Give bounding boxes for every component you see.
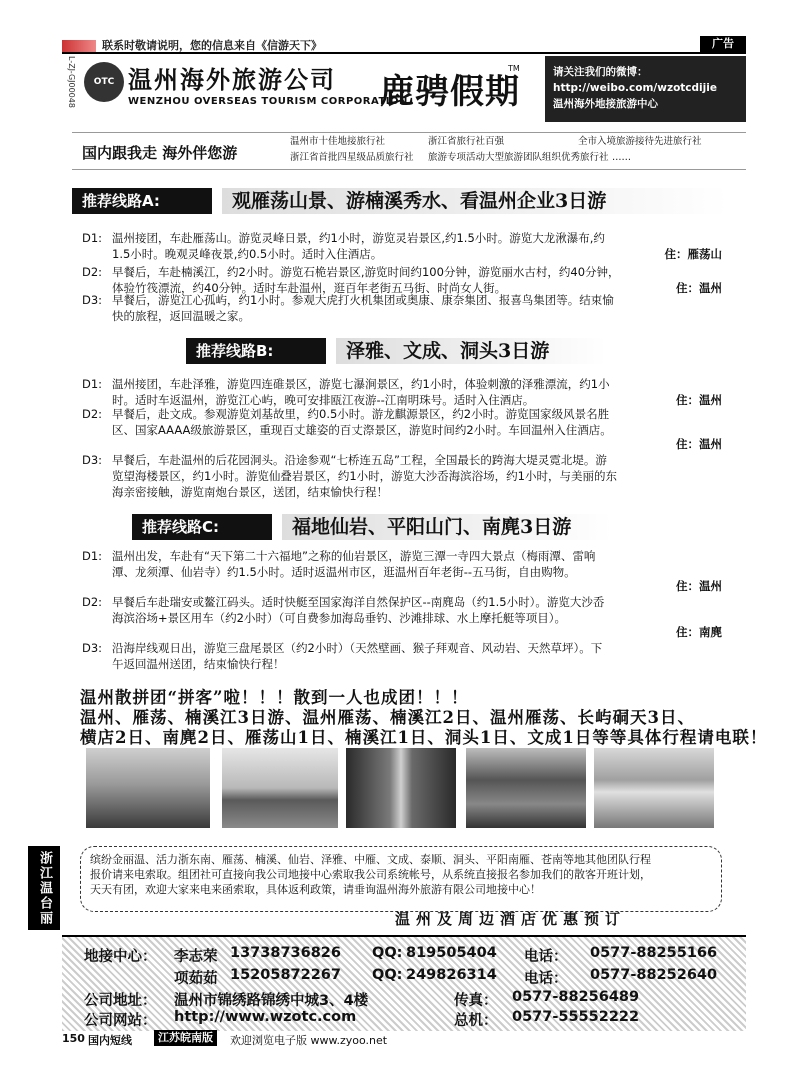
scenery-photo-river	[466, 748, 586, 828]
route-b-day: D1: 温州接团，车赴泽雅，游览四连碓景区，游览七瀑涧景区，约1小时，体验刺激的泽雅漂流，约1小 时。适时车返温州，游览江心屿，晚可安排瓯江夜游--江南明珠号。适时入住酒店。 住：温州	[82, 377, 722, 407]
route-tag: 推荐线路C:	[132, 514, 272, 540]
company-cn-name: 温州海外旅游公司	[128, 65, 336, 94]
honor-item: ……	[612, 152, 631, 163]
section-name: 国内短线	[88, 1034, 132, 1047]
fax-label: 传真：	[454, 993, 498, 1009]
route-title: 福地仙岩、平阳山门、南麂3日游	[282, 514, 612, 540]
slogan: 国内跟我走 海外伴您游	[82, 144, 238, 162]
scenery-photo-waterfall	[346, 748, 456, 828]
magazine-logo-icon	[62, 40, 96, 52]
contact-block	[62, 935, 746, 1031]
edition-label: 江苏皖南版	[154, 1030, 217, 1046]
honor-item: 浙江省旅行社百强	[428, 136, 505, 147]
license-number: L-ZJ-GJ00048	[67, 56, 76, 108]
promo-line: 温州散拼团“拼客”啦！！！散到一人也成团！！！	[80, 688, 469, 707]
route-b-header	[186, 338, 606, 364]
company-logo: OTC	[84, 62, 124, 102]
route-tag: 推荐线路B:	[186, 338, 326, 364]
route-a-day: D2: 早餐后，车赴楠溪江，约2小时。游览石桅岩景区,游览时间约100分钟，游览丽水古村，约40分钟， 体验竹筏漂流，约40分钟。适时车赴温州，逛百年老街五马街、时尚女人街。 住：温州	[82, 265, 722, 295]
tel-label: 电话：	[524, 949, 568, 965]
contact-name: 项茹茹	[174, 971, 218, 987]
region-side-tab: 浙江温台丽	[28, 846, 60, 930]
company-en-name: WENZHOU OVERSEAS TOURISM CORPORATION	[128, 96, 408, 107]
divider	[62, 52, 746, 54]
route-c-day: D2: 早餐后车赴瑞安或鳌江码头。适时快艇至国家海洋自然保护区--南麂岛（约1.5小时）。游览大沙岙 海滨浴场+景区用车（约2小时）（可自费参加海岛垂钓、沙滩排球、水上摩托艇等项目）。 住：南麂	[82, 595, 722, 639]
weibo-line3: 温州海外地接旅游中心	[553, 98, 658, 110]
promo-line: 横店2日、南麂2日、雁荡山1日、楠溪江1日、洞头1日、文成1日等等具体行程请电联！	[80, 728, 768, 747]
website-link[interactable]: http://www.wzotc.com	[174, 1009, 357, 1025]
agency-note: 缤纷金丽温、活力浙东南、雁荡、楠溪、仙岩、泽雅、中雁、文成、泰顺、洞头、平阳南雁、苍南等地其他团队行程 报价请来电索取。组团社可直接向我公司地接中心索取我公司系统帐号，从系统直接报名参加我们的散客开班计划， 天天有团，欢迎大家来电来函索取，具体返利政策，请垂询温州海外旅游有限公司地接中心！	[90, 853, 651, 896]
scenery-photo-coast	[222, 748, 338, 828]
honor-item: 温州市十佳地接旅行社	[290, 136, 386, 147]
stay-location: 住：温州	[676, 393, 722, 407]
qq-number[interactable]: 819505404	[406, 945, 497, 961]
stay-location: 住：雁荡山	[664, 247, 722, 261]
tel-number[interactable]: 0577-88252640	[590, 967, 718, 983]
stay-location: 住：南麂	[676, 625, 722, 639]
website-label: 公司网站：	[84, 1013, 157, 1029]
qq-label: QQ:	[372, 967, 403, 983]
honor-item: 全市入境旅游接待先进旅行社	[578, 136, 702, 147]
stay-location: 住：温州	[676, 281, 722, 295]
route-c-header	[132, 514, 612, 540]
scenery-photo-rafting	[594, 748, 714, 828]
page-number: 150	[62, 1032, 85, 1045]
route-a-day: D3: 早餐后，游览江心孤屿，约1小时。参观大虎打火机集团或奥康、康奈集团、报喜鸟集团等。结束愉 快的旅程，返回温暖之家。	[82, 293, 614, 323]
weibo-link[interactable]: http://weibo.com/wzotcdijie	[553, 82, 717, 94]
route-a-header	[72, 188, 728, 214]
page-footer	[62, 1030, 746, 1048]
address-label: 公司地址：	[84, 993, 157, 1009]
stay-location: 住：温州	[676, 579, 722, 593]
fax-number: 0577-88256489	[512, 989, 640, 1005]
main-phone-number[interactable]: 0577-55552222	[512, 1009, 640, 1025]
contact-mobile[interactable]: 13738736826	[230, 945, 341, 961]
honor-item: 旅游专项活动大型旅游团队组织优秀旅行社	[428, 152, 609, 163]
ebook-link[interactable]: 欢迎浏览电子版 www.zyoo.net	[230, 1034, 388, 1047]
route-title: 观雁荡山景、游楠溪秀水、看温州企业3日游	[222, 188, 728, 214]
tel-label: 电话：	[524, 971, 568, 987]
route-b-day: D2: 早餐后，赴文成。参观游览刘基故里，约0.5小时。游龙麒源景区，约2小时。游览国家级风景名胜 区、国家AAAA级旅游景区，重现百丈雄姿的百丈漈景区，游览时间约2小时。车回温州入住酒店。 住：温州	[82, 407, 722, 451]
contact-name: 李志荣	[174, 949, 218, 965]
stay-location: 住：温州	[676, 437, 722, 451]
route-b-day: D3: 早餐后，车赴温州的后花园洞头。沿途参观“七桥连五岛”工程，全国最长的跨海大堤灵霓北堤。游 览望海楼景区，约1小时。游览仙叠岩景区，约1小时，游览大沙岙海滨浴场，约1小时，与美丽的东 海亲密接触，游览南炮台景区，送团，结束愉快行程！	[82, 453, 617, 499]
weibo-box	[545, 56, 746, 122]
contact-mobile[interactable]: 15205872267	[230, 967, 341, 983]
honor-item: 浙江省首批四星级品质旅行社	[290, 152, 414, 163]
ad-tag: 广告	[700, 36, 746, 52]
qq-label: QQ:	[372, 945, 403, 961]
hotel-booking-title: 温州及周边酒店优惠预订	[395, 910, 627, 928]
top-note: 联系时敬请说明，您的信息来自《信游天下》	[62, 37, 322, 53]
route-title: 泽雅、文成、洞头3日游	[336, 338, 606, 364]
weibo-line1: 请关注我们的微博：	[553, 66, 648, 78]
brand-name: 鹿骋假期	[380, 72, 520, 112]
qq-number[interactable]: 249826314	[406, 967, 497, 983]
contact-center-label: 地接中心：	[84, 949, 157, 965]
route-c-day: D3: 沿海岸线观日出，游览三盘尾景区（约2小时）（天然壁画、猴子拜观音、风动岩、天然草坪）。下 午返回温州送团，结束愉快行程！	[82, 641, 603, 671]
trademark: TM	[508, 64, 520, 73]
main-phone-label: 总机：	[454, 1013, 498, 1029]
route-c-day: D1: 温州出发，车赴有“天下第二十六福地”之称的仙岩景区，游览三潭一寺四大景点（梅雨潭、雷响 潭、龙须潭、仙岩寺）约1.5小时。适时返温州市区，逛温州百年老街--五马街，自由购物。 住：温州	[82, 549, 722, 593]
route-tag: 推荐线路A:	[72, 188, 212, 214]
address: 温州市锦绣路锦绣中城3、4楼	[174, 993, 369, 1009]
promo-line: 温州、雁荡、楠溪江3日游、温州雁荡、楠溪江2日、温州雁荡、长屿硐天3日、	[80, 708, 695, 727]
route-a-day: D1: 温州接团，车赴雁荡山。游览灵峰日景，约1小时，游览灵岩景区,约1.5小时。游览大龙湫瀑布,约 1.5小时。晚观灵峰夜景,约0.5小时。适时入住酒店。 住：雁荡山	[82, 231, 722, 261]
tel-number[interactable]: 0577-88255166	[590, 945, 718, 961]
scenery-photo-mountains	[86, 748, 210, 828]
